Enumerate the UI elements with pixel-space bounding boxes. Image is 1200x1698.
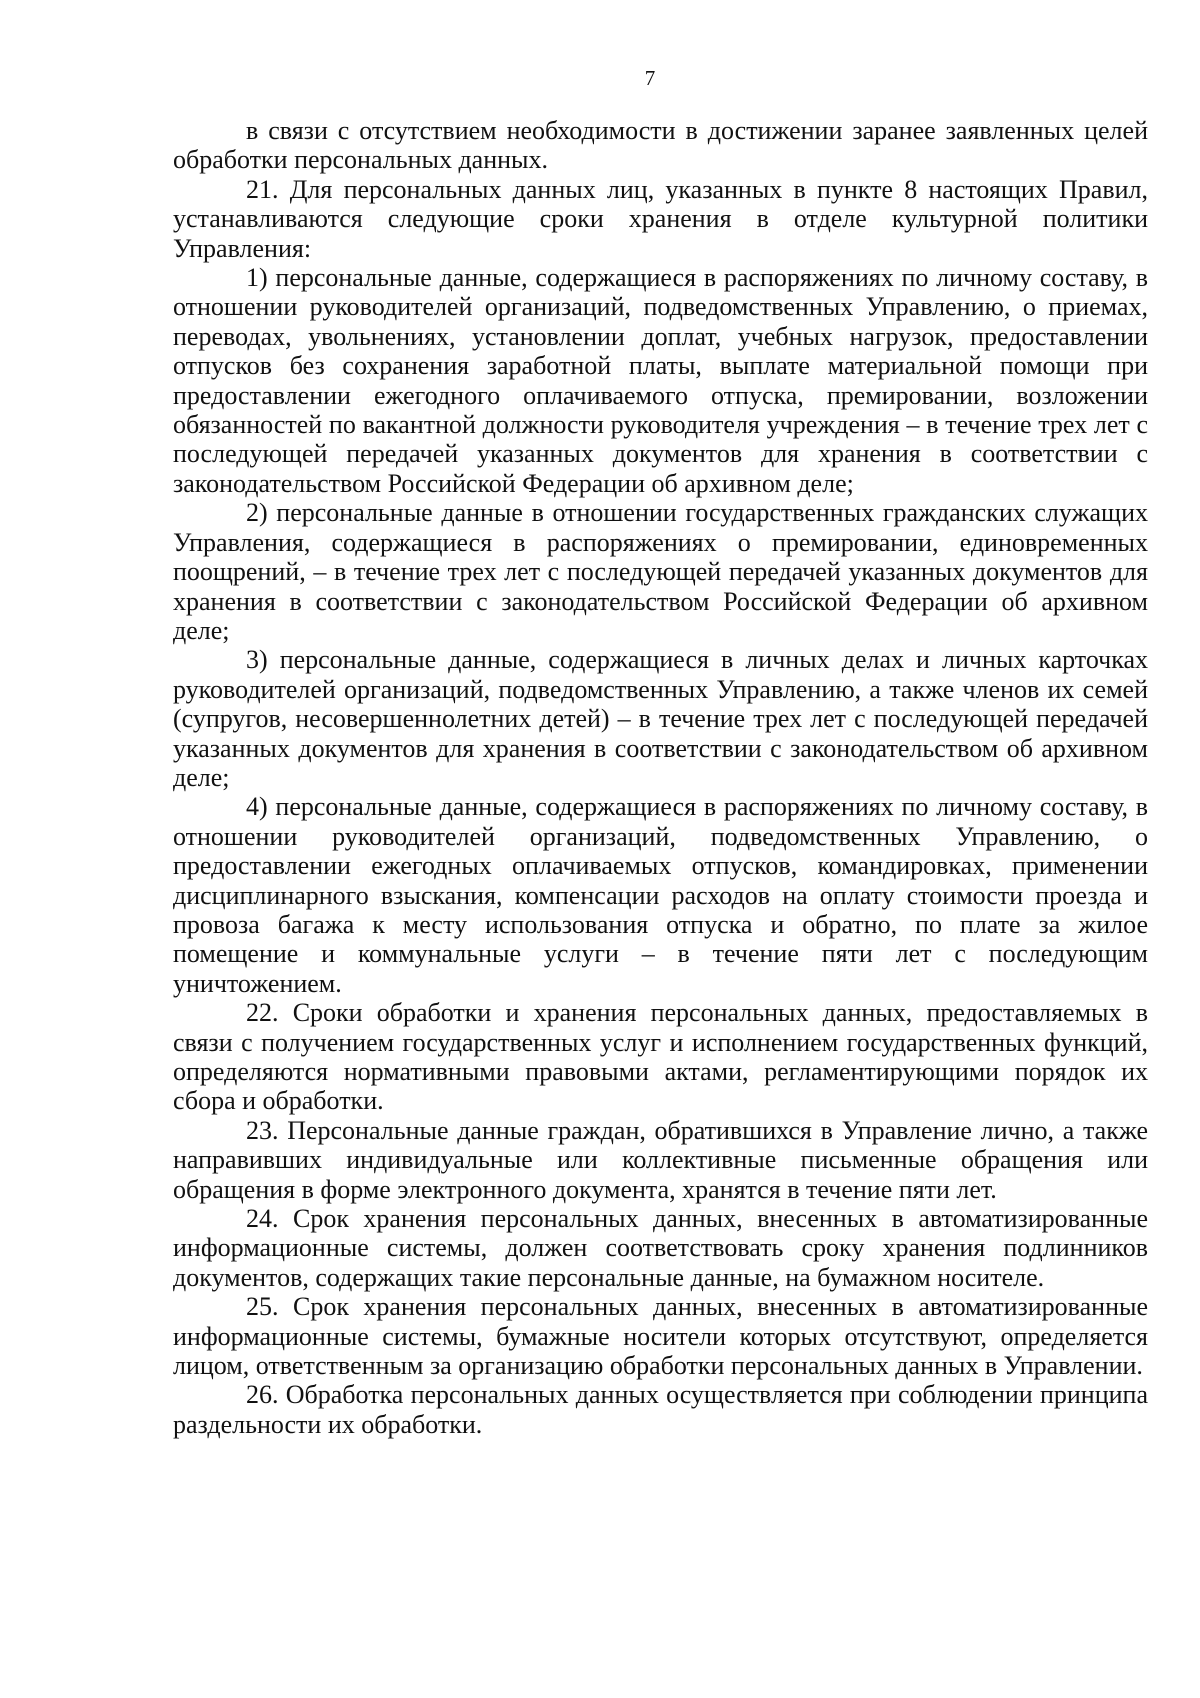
page-number: 7 [644, 66, 656, 90]
paragraph-21-item-2: 2) персональные данные в отношении государственных гражданских служащих Управления, содержащиеся в распоряжениях о премировании, единовременных поощрений, – в течение трех лет с последующей передачей указанных документов для хранения в соответствии с законодательством Российской Федерации об архивном деле; [173, 498, 1148, 645]
paragraph-24: 24. Срок хранения персональных данных, внесенных в автоматизированные информационные системы, должен соответствовать сроку хранения подлинников документов, содержащих такие персональные данные, на бумажном носителе. [173, 1204, 1148, 1292]
paragraph-23: 23. Персональные данные граждан, обратившихся в Управление лично, а также направивших индивидуальные или коллективные письменные обращения или обращения в форме электронного документа, хранятся в течение пяти лет. [173, 1115, 1148, 1204]
paragraph-21-item-1: 1) персональные данные, содержащиеся в распоряжениях по личному составу, в отношении руководителей организаций, подведомственных Управлению, о приемах, переводах, увольнениях, установлении доплат, учебных нагрузок, предоставлении отпусков без сохранения заработной платы, выплате материальной помощи при предоставлении ежегодного оплачиваемого отпуска, премировании, возложении обязанностей по вакантной должности руководителя учреждения – в течение трех лет с последующей передачей указанных документов для хранения в соответствии с законодательством Российской Федерации об архивном деле; [173, 263, 1148, 498]
paragraph-intro-continuation: в связи с отсутствием необходимости в достижении заранее заявленных целей обработки персональных данных. [173, 116, 1148, 175]
paragraph-21-item-3: 3) персональные данные, содержащиеся в личных делах и личных карточках руководителей организаций, подведомственных Управлению, а также членов их семей (супругов, несовершеннолетних детей) – в течение трех лет с последующей передачей указанных документов для хранения в соответствии с законодательством об архивном деле; [173, 645, 1148, 792]
paragraph-22: 22. Сроки обработки и хранения персональных данных, предоставляемых в связи с получением государственных услуг и исполнением государственных функций, определяются нормативными правовыми актами, регламентирующими порядок их сбора и обработки. [173, 998, 1148, 1116]
document-body [173, 116, 1148, 1439]
paragraph-26: 26. Обработка персональных данных осуществляется при соблюдении принципа раздельности их обработки. [173, 1380, 1148, 1439]
paragraph-25: 25. Срок хранения персональных данных, внесенных в автоматизированные информационные системы, бумажные носители которых отсутствуют, определяется лицом, ответственным за организацию обработки персональных данных в Управлении. [173, 1292, 1148, 1381]
paragraph-21: 21. Для персональных данных лиц, указанных в пункте 8 настоящих Правил, устанавливаются следующие сроки хранения в отделе культурной политики Управления: [173, 174, 1148, 263]
paragraph-21-item-4: 4) персональные данные, содержащиеся в распоряжениях по личному составу, в отношении руководителей организаций, подведомственных Управлению, о предоставлении ежегодных оплачиваемых отпусков, командировках, применении дисциплинарного взыскания, компенсации расходов на оплату стоимости проезда и провоза багажа к месту использования отпуска и обратно, по плате за жилое помещение и коммунальные услуги – в течение пяти лет с последующим уничтожением. [173, 792, 1148, 998]
